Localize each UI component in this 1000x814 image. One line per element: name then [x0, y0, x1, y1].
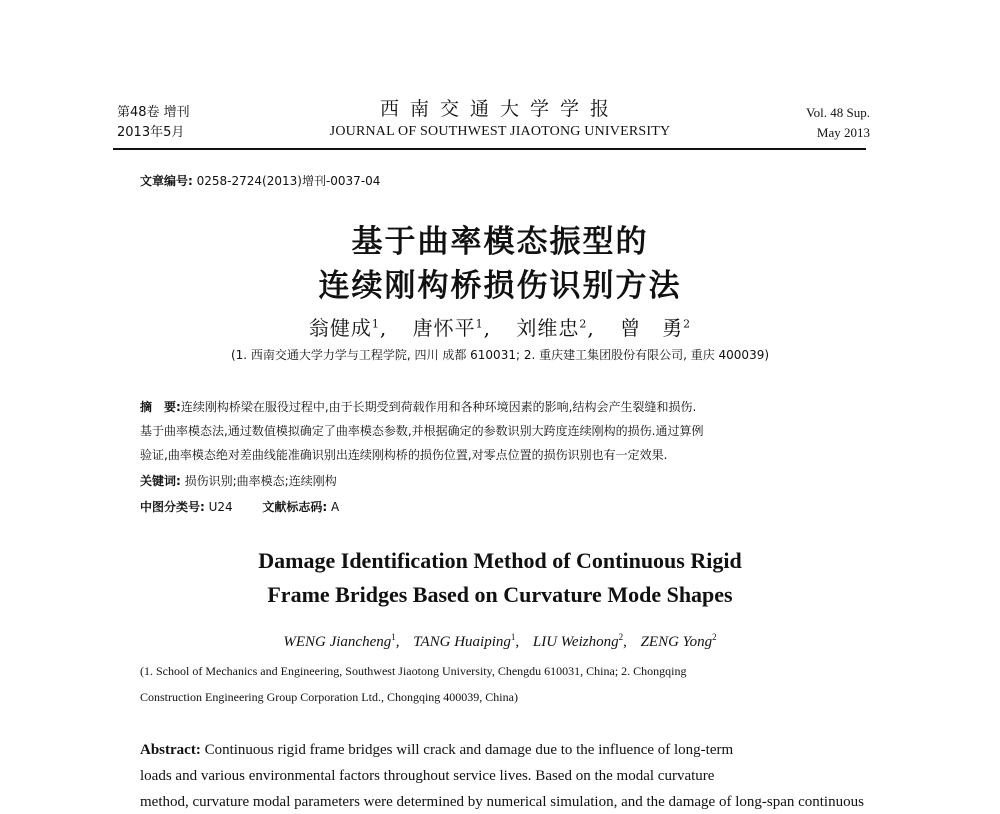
journal-title-cn: 西南交通大学学报 — [379, 98, 620, 120]
abstract-en-line1: Abstract: Continuous rigid frame bridges will crack and damage due to the influence of long-term — [140, 742, 734, 758]
author-cn: 唐怀平$^1$ — [412, 316, 484, 340]
authors-cn: 翁健成$^1$, 唐怀平$^1$, 刘维忠$^2$, 曾 勇$^2$ — [308, 316, 692, 340]
abstract-en-line3: method, curvature modal parameters were determined by numerical simulation, and the damage of long-span continuous — [140, 794, 864, 810]
author-en: ZENG Yong$^2$ — [640, 632, 717, 650]
abstract-cn-line1: 摘 要:连续刚构桥梁在服役过程中,由于长期受到荷载作用和各种环境因素的影响,结构会产生裂缝和损伤. — [140, 400, 697, 414]
volume-en: Vol. 48 Sup. — [805, 105, 870, 120]
keywords-value: 损伤识别;曲率模态;连续刚构 — [184, 474, 337, 488]
abstract-en-label: Abstract: — [140, 742, 201, 758]
title-cn-line2: 连续刚构桥损伤识别方法 — [318, 268, 682, 304]
title-cn-line1: 基于曲率模态振型的 — [351, 224, 649, 260]
header-rule — [113, 148, 866, 150]
article-number-value: 0258-2724(2013)增刊-0037-04 — [196, 174, 381, 188]
keywords-label: 关键词: — [140, 474, 181, 488]
affiliation-en-line1: (1. School of Mechanics and Engineering, Southwest Jiaotong University, Chengdu 610031, China; 2. Chongqing — [140, 664, 687, 678]
journal-title-en: JOURNAL OF SOUTHWEST JIAOTONG UNIVERSITY — [329, 124, 671, 139]
title-en-line2: Frame Bridges Based on Curvature Mode Shapes — [267, 582, 733, 607]
volume-cn: 第48卷 增刊 — [117, 105, 190, 120]
date-en: May 2013 — [816, 125, 870, 140]
doc-code-label: 文献标志码: — [262, 500, 328, 514]
author-cn: 翁健成$^1$ — [308, 316, 380, 340]
affiliation-en-line2: Construction Engineering Group Corporation Ltd., Chongqing 400039, China) — [140, 690, 518, 704]
abstract-cn-line2: 基于曲率模态法,通过数值模拟确定了曲率模态参数,并根据确定的参数识别大跨度连续刚构的损伤.通过算例 — [140, 424, 704, 438]
article-number-label: 文章编号: — [140, 174, 193, 188]
authors-en: WENG Jiancheng$^1$, TANG Huaiping$^1$, LIU Weizhong$^2$, ZENG Yong$^2$ — [283, 632, 717, 650]
journal-volume-en — [760, 103, 870, 143]
keywords — [140, 470, 870, 492]
doc-code-value: A — [331, 500, 340, 514]
journal-masthead — [300, 96, 700, 142]
date-cn: 2013年5月 — [117, 125, 185, 140]
affiliation-cn: (1. 西南交通大学力学与工程学院, 四川 成都 610031; 2. 重庆建工集团股份有限公司, 重庆 400039) — [230, 348, 770, 362]
author-en: WENG Jiancheng$^1$ — [283, 632, 396, 650]
abstract-en-line2: loads and various environmental factors throughout service lives. Based on the modal curvature — [140, 768, 715, 784]
journal-volume-cn — [117, 103, 190, 143]
author-en: TANG Huaiping$^1$ — [413, 632, 516, 650]
abstract-cn-label: 摘 要: — [140, 400, 181, 414]
clc-label: 中图分类号: — [140, 500, 205, 514]
title-en-line1: Damage Identification Method of Continuous Rigid — [258, 548, 742, 573]
author-en: LIU Weizhong$^2$ — [532, 632, 624, 650]
classification — [140, 496, 870, 518]
abstract-cn-line3: 验证,曲率模态绝对差曲线能准确识别出连续刚构桥的损伤位置,对零点位置的损伤识别也有一定效果. — [140, 448, 668, 462]
clc-value: U24 — [208, 500, 233, 514]
author-cn: 曾 勇$^2$ — [620, 316, 692, 340]
article-number — [140, 172, 380, 189]
author-cn: 刘维忠$^2$ — [516, 316, 588, 340]
